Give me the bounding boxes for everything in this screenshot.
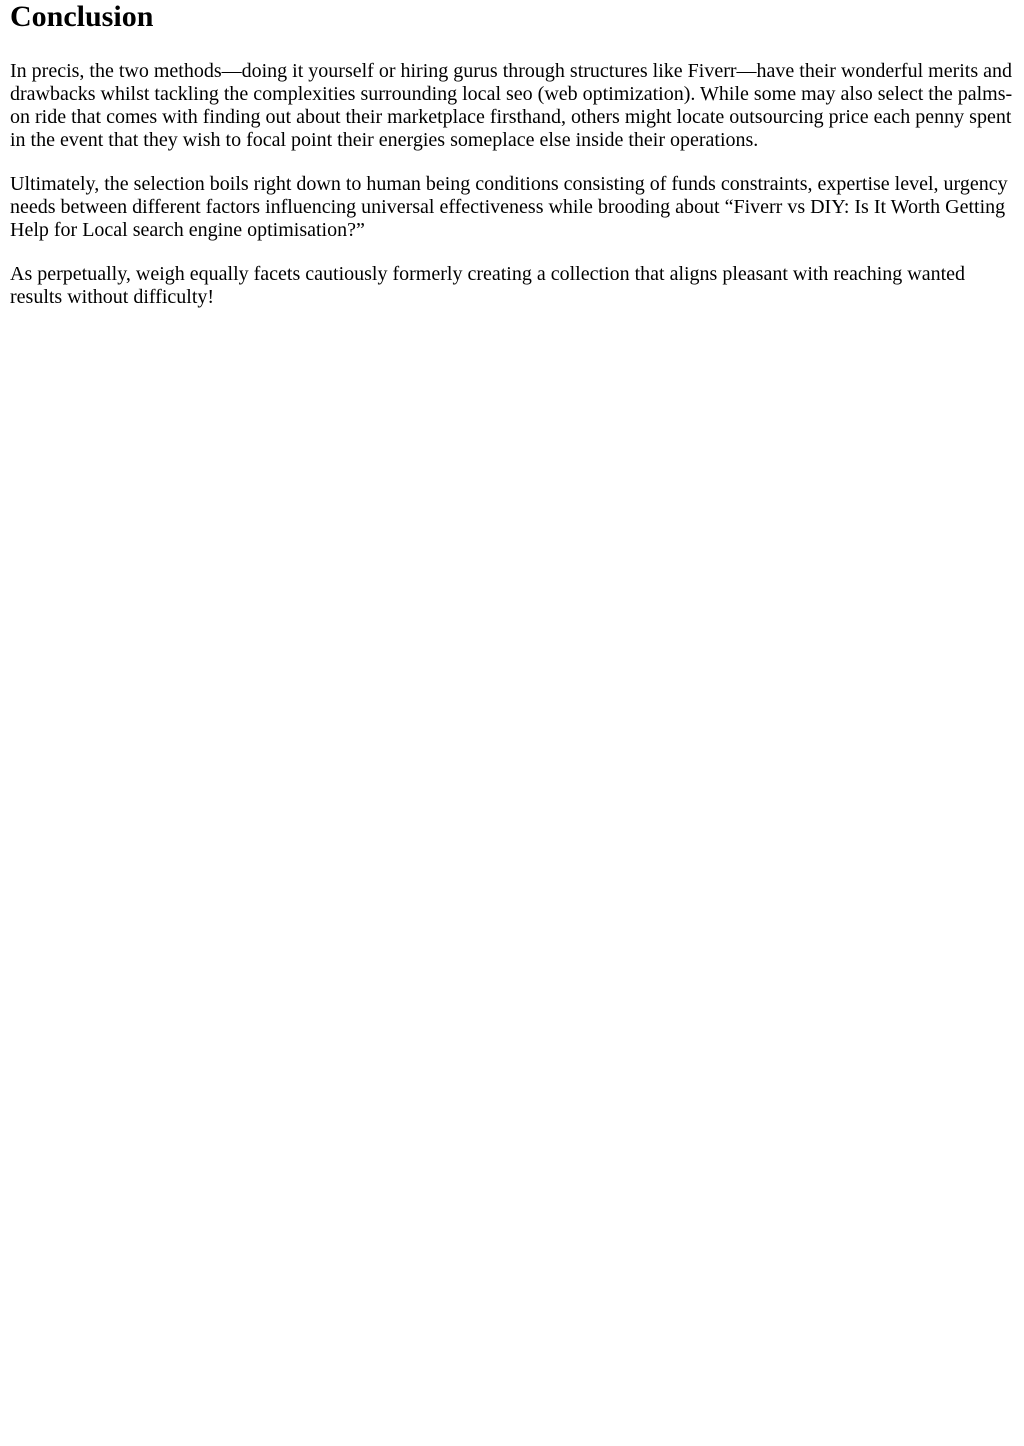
- article-content: [0, 0, 1024, 309]
- paragraph-3: As perpetually, weigh equally facets cautiously formerly creating a collection that aligns pleasant with reaching wanted results without difficulty!: [10, 263, 966, 308]
- paragraph-1: In precis, the two methods—doing it yourself or hiring gurus through structures like Fiverr—have their wonderful merits and drawbacks whilst tackling the complexities surrounding local seo (web optimization). While some may also select the palms-on ride that comes with finding out about their marketplace firsthand, others might locate outsourcing price each penny spent in the event that they wish to focal point their energies someplace else inside their operations.: [10, 60, 1013, 151]
- section-heading: Conclusion: [10, 0, 154, 33]
- paragraph-2: Ultimately, the selection boils right down to human being conditions consisting of funds constraints, expertise level, urgency needs between different factors influencing universal effectiveness while brooding about “Fiverr vs DIY: Is It Worth Getting Help for Local search engine optimisation?”: [10, 173, 1008, 241]
